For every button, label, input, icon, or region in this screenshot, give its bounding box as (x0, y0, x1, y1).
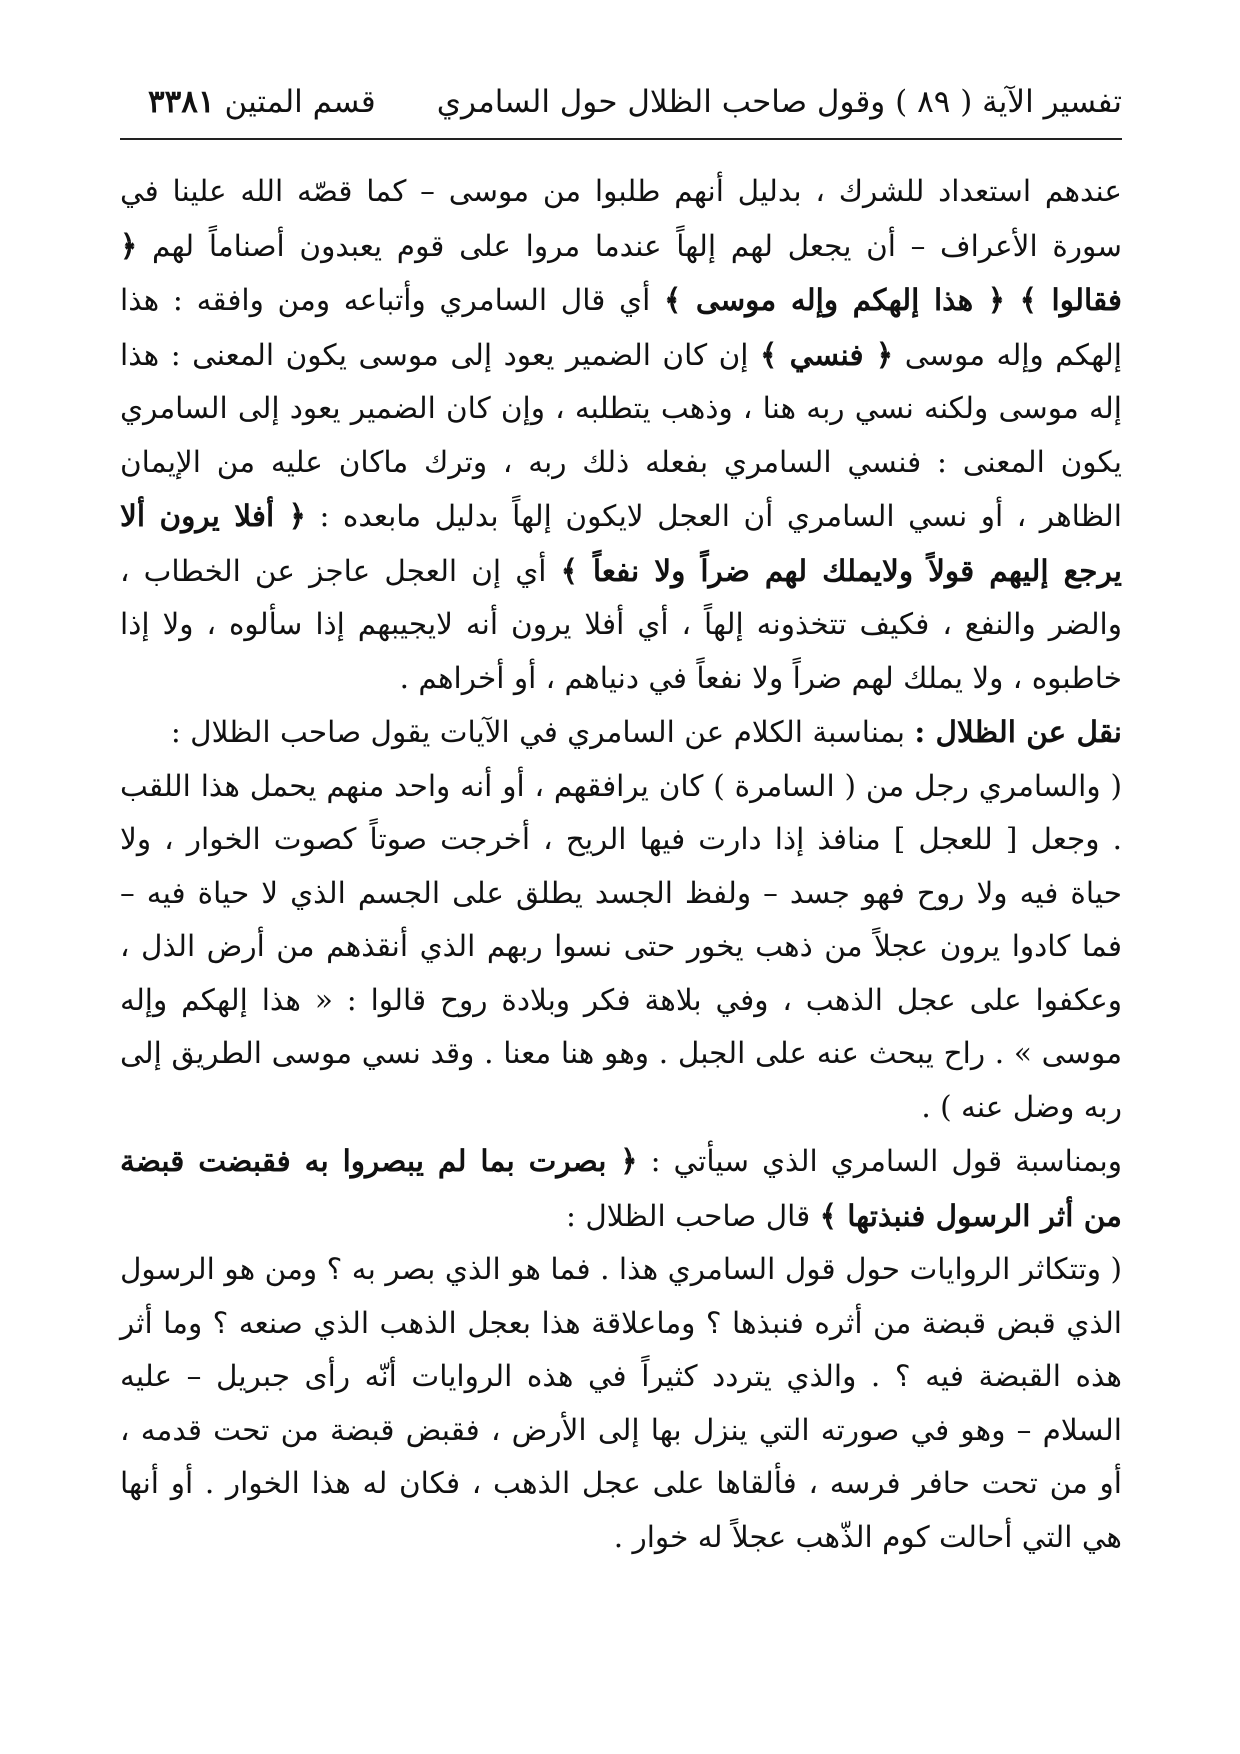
quran-quote: ﴿ فنسي ﴾ (759, 336, 894, 372)
quran-quote: ﴿ أفلا يرون ألا يرجع إليهم قولاً ولايملك لهم ضراً ولا نفعاً ﴾ (120, 498, 1122, 588)
text-run: أي قال السامري وأتباعه ومن وافقه : هذا إلهكم وإله موسى (120, 283, 1122, 372)
header-left-group (120, 84, 376, 120)
page-number: ٣٣٨١ (148, 84, 215, 120)
quran-quote: ﴿ بصرت بما لم يبصروا به فقبضت قبضة من أثر الرسول فنبذتها ﴾ (120, 1143, 1122, 1233)
paragraph-naql-heading (120, 705, 1122, 760)
section-label: قسم المتين (224, 84, 376, 120)
text-run: بمناسبة الكلام عن السامري في الآيات يقول صاحب الظلال : (170, 715, 915, 749)
paragraph-zilal-quote-2 (120, 1243, 1122, 1564)
text-run: قال صاحب الظلال : (566, 1198, 820, 1233)
paragraph-zilal-quote-1 (120, 760, 1122, 1135)
text-run: إن كان الضمير يعود إلى موسى يكون المعنى : هذا إله موسى ولكنه نسي ربه هنا ، وذهب يتطلبه ، وإن كان الضمير يعود إلى السامري يكون المعنى : فنسي السامري بفعله ذلك ربه ، وترك ماكان عليه من الإيمان الظاهر ، أو نسي السامري أن العجل لايكون إلهاً بدليل مابعده : (120, 337, 1122, 533)
quran-quote: ﴿ فقالوا ﴾ ﴿ هذا إلهكم وإله موسى ﴾ (120, 227, 1122, 317)
section-heading: نقل عن الظلال : (914, 714, 1122, 749)
text-run: وبمناسبة قول السامري الذي سيأتي : (637, 1144, 1122, 1178)
paragraph-munasaba (120, 1134, 1122, 1243)
text-run: عندهم استعداد للشرك ، بدليل أنهم طلبوا من موسى – كما قصّه الله علينا في سورة الأعراف – أن يجعل لهم إلهاً عندما مروا على قوم يعبدون أصناماً لهم (120, 174, 1122, 263)
text-run: ( والسامري رجل من ( السامرة ) كان يرافقهم ، أو أنه واحد منهم يحمل هذا اللقب . وجعل [ للعجل ] منافذ إذا دارت فيها الريح ، أخرجت صوتاً كصوت الخوار ، ولا حياة فيه ولا روح فهو جسد – ولفظ الجسد يطلق على الجسم الذي لا حياة فيه – فما كادوا يرون عجلاً من ذهب يخور حتى نسوا ربهم الذي أنقذهم من أرض الذل ، وعكفوا على عجل الذهب ، وفي بلاهة فكر وبلادة روح قالوا : « هذا إلهكم وإله موسى » . راح يبحث عنه على الجبل . وهو هنا معنا . وقد نسي موسى الطريق إلى ربه وضل عنه ) . (120, 768, 1122, 1124)
text-run: ( وتتكاثر الروايات حول قول السامري هذا . فما هو الذي بصر به ؟ ومن هو الرسول الذي قبض قبضة من أثره فنبذها ؟ وماعلاقة هذا بعجل الذهب الذي صنعه ؟ وما أثر هذه القبضة فيه ؟ . والذي يتردد كثيراً في هذه الروايات أنّه رأى جبريل – عليه السلام – وهو في صورته التي ينزل بها إلى الأرض ، فقبض قبضة من تحت قدمه ، أو من تحت حافر فرسه ، فألقاها على عجل الذهب ، فكان له هذا الخوار . أو أنها هي التي أحالت كوم الذّهب عجلاً له خوار . (120, 1252, 1122, 1554)
page-body (120, 165, 1122, 1564)
running-title: تفسير الآية ( ٨٩ ) وقول صاحب الظلال حول السامري (436, 84, 1122, 120)
paragraph-commentary (120, 165, 1122, 705)
text-run: أي إن العجل عاجز عن الخطاب ، والضر والنفع ، فكيف تتخذونه إلهاً ، أي أفلا يرون أنه لايجيبهم إذا سألوه ، ولا إذا خاطبوه ، ولا يملك لهم ضراً ولا نفعاً في دنياهم ، أو أخراهم . (120, 553, 1122, 695)
page-header (120, 78, 1122, 140)
